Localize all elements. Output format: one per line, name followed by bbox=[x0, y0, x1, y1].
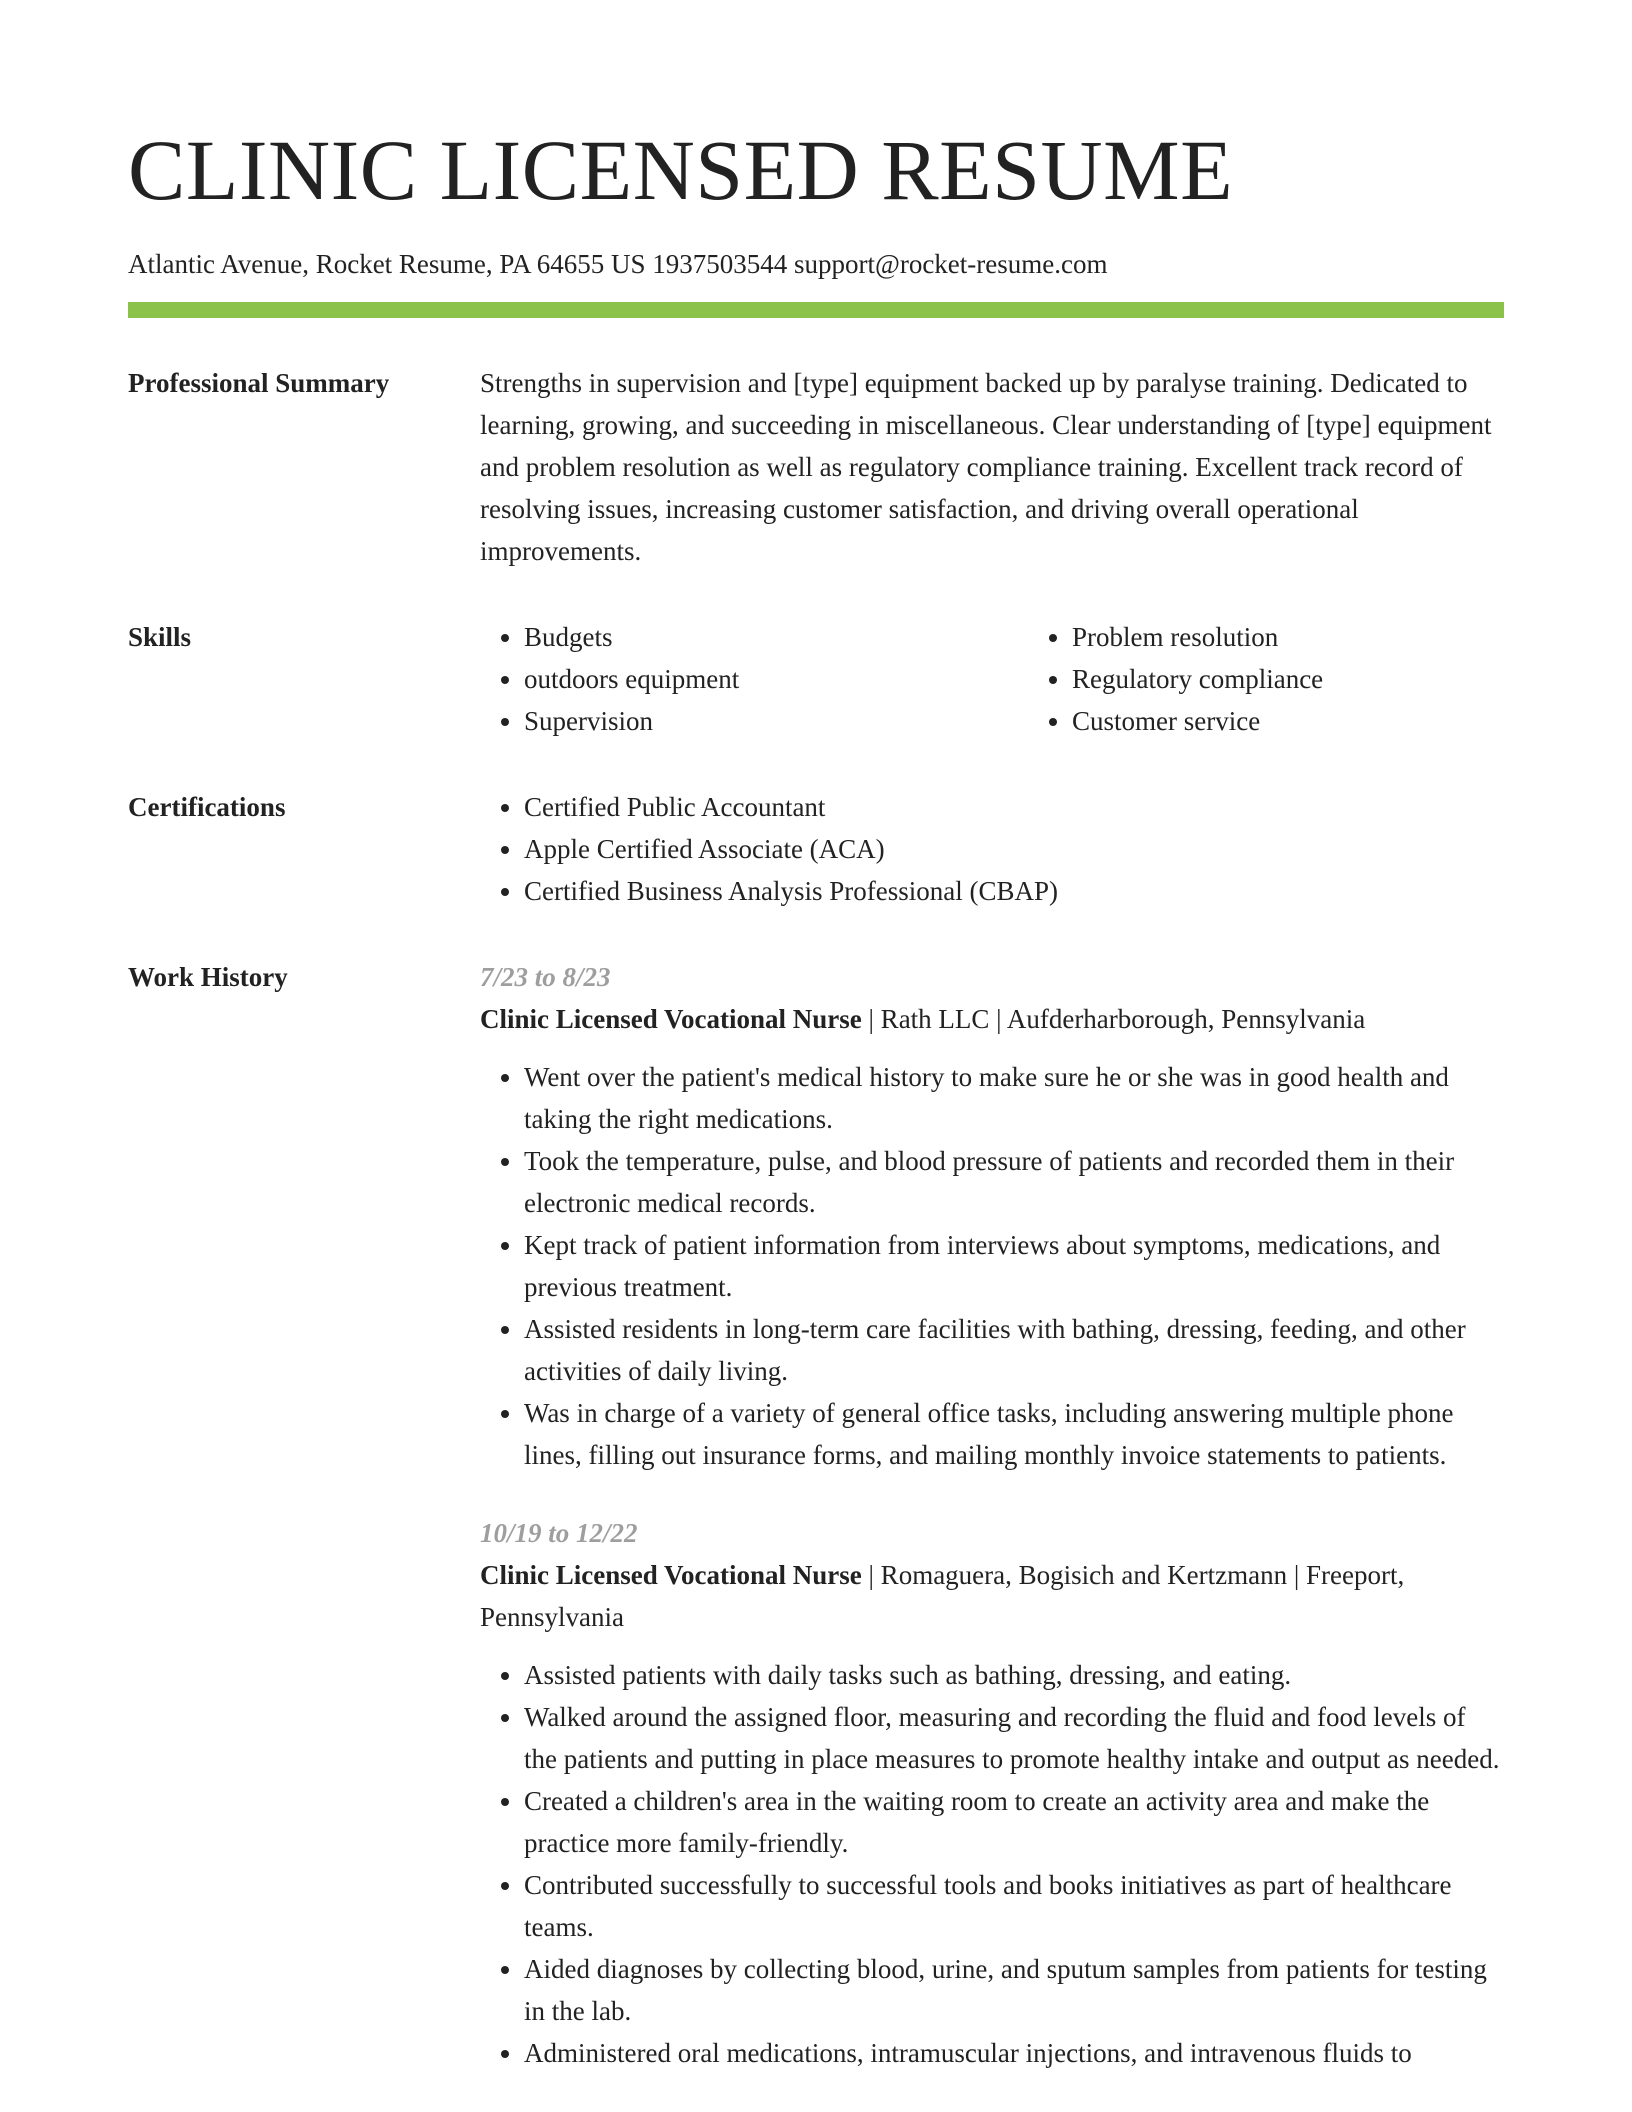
certification-item: • Certified Business Analysis Professional (CBAP) bbox=[524, 870, 1504, 912]
job-duty: • Contributed successfully to successful tools and books initiatives as part of healthcare teams. bbox=[524, 1864, 1504, 1948]
certification-item: • Certified Public Accountant bbox=[524, 786, 1504, 828]
job-entry bbox=[480, 1512, 1504, 2074]
section-title: Certifications bbox=[128, 792, 286, 822]
section-professional-summary bbox=[128, 362, 1504, 572]
section-title: Professional Summary bbox=[128, 368, 390, 398]
job-duty: • Was in charge of a variety of general office tasks, including answering multiple phone lines, filling out insurance forms, and mailing monthly invoice statements to patients. bbox=[524, 1392, 1504, 1476]
job-dates: 10/19 to 12/22 bbox=[480, 1518, 638, 1548]
section-skills bbox=[128, 616, 1504, 742]
job-duty: • Assisted residents in long-term care facilities with bathing, dressing, feeding, and other activities of daily living. bbox=[524, 1308, 1504, 1392]
job-duty: • Aided diagnoses by collecting blood, urine, and sputum samples from patients for testing in the lab. bbox=[524, 1948, 1504, 2032]
accent-divider bbox=[128, 302, 1504, 318]
skill-item: • outdoors equipment bbox=[524, 658, 1028, 700]
skill-item: • Customer service bbox=[1072, 700, 1576, 742]
job-duty: • Administered oral medications, intramuscular injections, and intravenous fluids to bbox=[524, 2032, 1504, 2074]
skill-item: • Problem resolution bbox=[1072, 616, 1576, 658]
skill-item: • Supervision bbox=[524, 700, 1028, 742]
job-duties-list bbox=[480, 1654, 1504, 2074]
job-dates: 7/23 to 8/23 bbox=[480, 962, 611, 992]
resume-page bbox=[128, 0, 1504, 2110]
job-heading bbox=[480, 998, 1504, 1040]
job-title: Clinic Licensed Vocational Nurse bbox=[480, 1560, 862, 1590]
section-work-history bbox=[128, 956, 1504, 2110]
job-heading bbox=[480, 1554, 1504, 1638]
skill-item: • Budgets bbox=[524, 616, 1028, 658]
section-title: Work History bbox=[128, 962, 288, 992]
job-details: | Rath LLC | Aufderharborough, Pennsylvania bbox=[861, 1004, 1366, 1034]
job-duties-list bbox=[480, 1056, 1504, 1476]
job-details: | Romaguera, Bogisich and Kertzmann | Freeport, Pennsylvania bbox=[480, 1560, 1405, 1632]
certifications-list bbox=[480, 786, 1504, 912]
section-title: Skills bbox=[128, 622, 192, 652]
job-entry bbox=[480, 956, 1504, 1476]
contact-line: Atlantic Avenue, Rocket Resume, PA 64655 US 1937503544 support@rocket-resume.com bbox=[128, 249, 1108, 279]
job-duty: • Assisted patients with daily tasks such as bathing, dressing, and eating. bbox=[524, 1654, 1504, 1696]
section-certifications bbox=[128, 786, 1504, 912]
job-duty: • Went over the patient's medical history to make sure he or she was in good health and taking the right medications. bbox=[524, 1056, 1504, 1140]
job-duty: • Took the temperature, pulse, and blood pressure of patients and recorded them in their electronic medical records. bbox=[524, 1140, 1504, 1224]
job-duty: • Kept track of patient information from interviews about symptoms, medications, and previous treatment. bbox=[524, 1224, 1504, 1308]
job-title: Clinic Licensed Vocational Nurse bbox=[480, 1004, 862, 1034]
summary-text: Strengths in supervision and [type] equipment backed up by paralyse training. Dedicated to learning, growing, and succeeding in miscellaneous. Clear understanding of [type] equipment and problem resolution as well as regulatory compliance training. Excellent track record of resolving issues, increasing customer satisfaction, and driving overall operational improvements. bbox=[480, 368, 1492, 566]
skill-item: • Regulatory compliance bbox=[1072, 658, 1576, 700]
job-duty: • Walked around the assigned floor, measuring and recording the fluid and food levels of the patients and putting in place measures to promote healthy intake and output as needed. bbox=[524, 1696, 1504, 1780]
certification-item: • Apple Certified Associate (ACA) bbox=[524, 828, 1504, 870]
resume-title: CLINIC LICENSED RESUME bbox=[128, 122, 1234, 218]
job-duty: • Created a children's area in the waiting room to create an activity area and make the practice more family-friendly. bbox=[524, 1780, 1504, 1864]
skills-column-2 bbox=[1028, 616, 1576, 742]
skills-column-1 bbox=[480, 616, 1028, 742]
